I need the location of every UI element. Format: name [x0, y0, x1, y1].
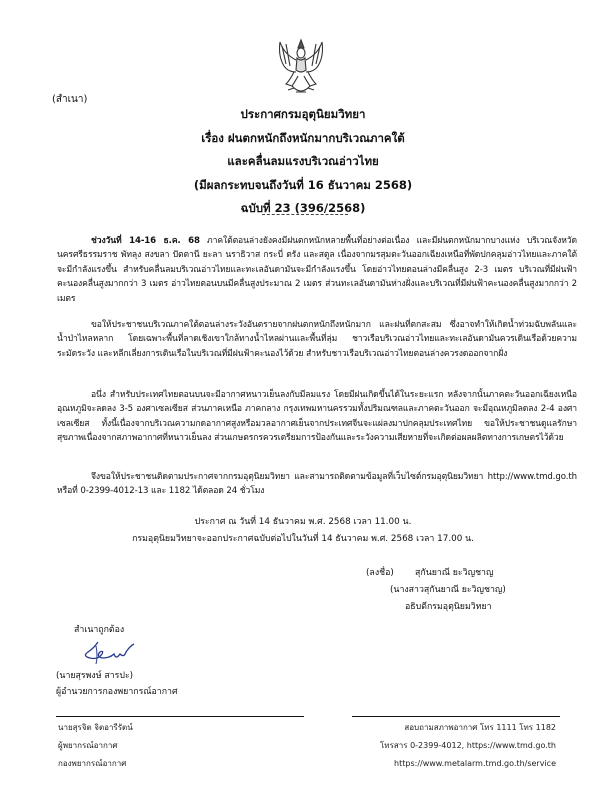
forecast-period: ช่วงวันที่ 14-16 ธ.ค. 68 [91, 236, 200, 246]
issue-number: ฉบับที่ 23 (396/2568) [240, 201, 366, 215]
subject-line-1: เรื่อง ฝนตกหนักถึงหนักมากบริเวณภาคใต้ [201, 131, 405, 145]
issued-datetime: ประกาศ ณ วันที่ 14 ธันวาคม พ.ศ. 2568 เวลา 11.00 น. [194, 517, 412, 527]
signatory-full-name: (นางสาวสุกันยาณี ยะวิญชาญ) [390, 585, 506, 595]
footer-forecaster-name: นายสุรจิต จิตอารีรัตน์ [58, 723, 133, 732]
certifier-position: ผู้อำนวยการกองพยากรณ์อากาศ [56, 687, 178, 697]
divider [262, 214, 348, 215]
subject-line-2: และคลื่นลมแรงบริเวณอ่าวไทย [227, 154, 379, 168]
paragraph-forecast [57, 234, 577, 306]
copy-mark: (สำเนา) [52, 94, 88, 105]
warning-text: ขอให้ประชาชนบริเวณภาคใต้ตอนล่างระวังอันตรายจากฝนตกหนักถึงหนักมาก และฝนที่ตกสะสม ซึ่งอาจทำให้เกิดน้ำท่วมฉับพลันและน้ำป่าไหลหลาก โดยเฉพาะพื้นที่ลาดเชิงเขาใกล้ทางน้ำไหลผ่านและพื้นที่ลุ่ม ชาวเรือบริเวณอ่าวไทยและทะเลอันดามันควรเดินเรือด้วยความระมัดระวัง และหลีกเลี่ยงการเดินเรือในบริเวณที่มีฝนฟ้าคะนองไว้ด้วย สำหรับชาวเรือบริเวณอ่าวไทยตอนล่างควรงดออกจากฝั่ง [57, 320, 577, 359]
next-issue-notice: กรมอุตุนิยมวิทยาจะออกประกาศฉบับต่อไปในวันที่ 14 ธันวาคม พ.ศ. 2568 เวลา 17.00 น. [132, 534, 474, 544]
effective-date: (มีผลกระทบจนถึงวันที่ 16 ธันวาคม 2568) [193, 178, 413, 192]
signed-label: (ลงชื่อ) [366, 568, 394, 578]
footer-service-link[interactable]: https://www.metalarm.tmd.go.th/service [394, 759, 556, 768]
certified-copy-label: สำเนาถูกต้อง [74, 625, 125, 635]
announcement-org: ประกาศกรมอุตุนิยมวิทยา [240, 107, 366, 121]
footer-forecaster-title: ผู้พยากรณ์อากาศ [58, 741, 118, 750]
forecast-body: ภาคใต้ตอนล่างยังคงมีฝนตกหนักหลายพื้นที่อย่างต่อเนื่อง และมีฝนตกหนักมากบางแห่ง บริเวณจังหวัดนครศรีธรรมราช พัทลุง สงขลา ปัตตานี ยะลา นราธิวาส กระบี่ ตรัง และสตูล เนื่องจากมรสุมตะวันออกเฉียงเหนือที่พัดปกคลุมอ่าวไทยและภาคใต้จะมีกำลังแรงขึ้น สำหรับคลื่นลมบริเวณอ่าวไทยและทะเลอันดามันจะมีกำลังแรงขึ้น โดยอ่าวไทยตอนล่างมีคลื่นสูง 2-3 เมตร บริเวณที่มีฝนฟ้าคะนองคลื่นสูงมากกว่า 3 เมตร อ่าวไทยตอนบนมีคลื่นสูงประมาณ 2 เมตร ส่วนทะเลอันดามันห่างฝั่งและบริเวณที่มีฝนฟ้าคะนองคลื่นสูงมากกว่า 2 เมตร [57, 236, 577, 304]
follow-up-text: จึงขอให้ประชาชนติดตามประกาศจากกรมอุตุนิยมวิทยา และสามารถติดตามข้อมูลที่เว็บไซต์กรมอุตุนิยมวิทยา http://www.tmd.go.th หรือที่ 0-2399-4012-13 และ 1182 ได้ตลอด 24 ชั่วโมง [57, 472, 577, 497]
garuda-emblem-icon [272, 36, 330, 98]
signed-name: สุกันยาณี ยะวิญชาญ [415, 568, 494, 578]
cold-weather-text: อนึ่ง สำหรับประเทศไทยตอนบนจะมีอากาศหนาวเย็นลงกับมีลมแรง โดยมีฝนเกิดขึ้นได้ในระยะแรก หลังจากนั้นภาคตะวันออกเฉียงเหนือ อุณหภูมิจะลดลง 3-5 องศาเซลเซียส ส่วนภาคเหนือ ภาคกลาง กรุงเทพมหานครรวมทั้งปริมณฑลและภาคตะวันออก จะมีอุณหภูมิลดลง 2-4 องศาเซลเซียส ทั้งนี้เนื่องจากบริเวณความกดอากาศสูงหรือมวลอากาศเย็นจากประเทศจีนจะแผ่ลงมาปกคลุมประเทศไทย ขอให้ประชาชนดูแลรักษาสุขภาพเนื่องจากสภาพอากาศที่หนาวเย็นลง ส่วนเกษตรกรควรเตรียมการป้องกันและระวังความเสียหายที่จะเกิดต่อผลผลิตทางการเกษตรไว้ด้วย [57, 390, 577, 444]
signature-icon [80, 640, 136, 666]
paragraph-cold-weather [57, 388, 577, 446]
footer-fax-website[interactable]: โทรสาร 0-2399-4012, https://www.tmd.go.th [380, 741, 556, 750]
footer-division: กองพยากรณ์อากาศ [58, 759, 127, 768]
footer-divider-right [352, 716, 560, 717]
signatory-position: อธิบดีกรมอุตุนิยมวิทยา [405, 602, 492, 612]
footer-hotline: สอบถามสภาพอากาศ โทร 1111 โทร 1182 [404, 723, 556, 732]
paragraph-follow-up [57, 470, 577, 499]
footer-divider-left [56, 716, 304, 717]
paragraph-warning [57, 318, 577, 361]
certifier-name: (นายสุรพงษ์ สารปะ) [56, 671, 134, 681]
